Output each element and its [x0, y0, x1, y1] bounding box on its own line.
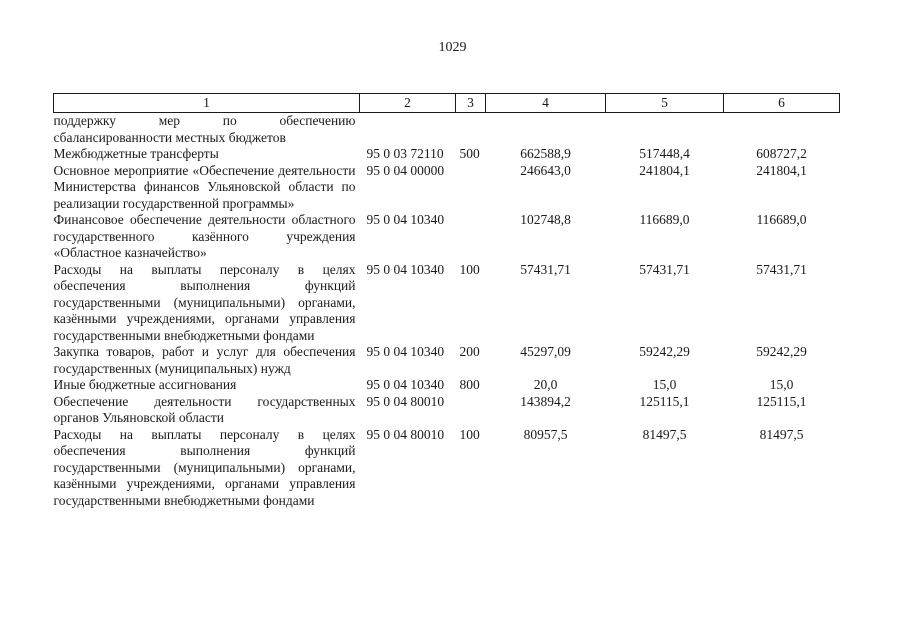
row-name: Расходы на выплаты персоналу в целях обеспечения выполнения функций государственными (муниципальными) органами, казёнными учреждениями, органами управления государственными внебюджетными фондами: [53, 261, 356, 343]
row-expense-type: 500: [459, 146, 480, 161]
row-expense-type: 200: [459, 344, 480, 359]
row-value-year-3: 241804,1: [756, 162, 807, 178]
row-code: [360, 113, 456, 147]
table-body: [54, 113, 840, 510]
row-code: 95 0 04 10340: [366, 261, 445, 277]
row-value-year-1: 662588,9: [520, 146, 571, 161]
row-expense-type: [456, 212, 486, 262]
row-value-year-3: 116689,0: [756, 212, 807, 227]
row-value-year-1: 20,0: [533, 377, 558, 392]
table-header: [54, 94, 840, 113]
row-value-year-3: 125115,1: [756, 393, 807, 409]
row-value-year-3: [724, 113, 840, 147]
row-value-year-3: 608727,2: [756, 146, 807, 161]
header-col-6: 6: [724, 94, 840, 113]
header-row: [54, 94, 840, 113]
row-expense-type: 100: [459, 426, 480, 442]
row-value-year-2: [606, 113, 724, 147]
row-value-year-1: 80957,5: [523, 426, 568, 442]
row-name: Межбюджетные трансферты: [53, 146, 219, 161]
row-name: Основное мероприятие «Обеспечение деятельности Министерства финансов Ульяновской области по реализации государственной программы»: [53, 162, 356, 211]
row-code: 95 0 04 80010: [366, 393, 445, 409]
header-col-5: 5: [606, 94, 724, 113]
row-code: 95 0 03 72110: [366, 146, 444, 161]
row-expense-type: 100: [459, 261, 480, 277]
row-expense-type: [456, 163, 486, 213]
row-name: Финансовое обеспечение деятельности областного государственного казённого учреждения «Областное казначейство»: [53, 212, 356, 260]
row-code: 95 0 04 80010: [366, 426, 445, 442]
row-value-year-2: 57431,71: [639, 261, 690, 277]
row-expense-type: [456, 113, 486, 147]
header-col-2: 2: [360, 94, 456, 113]
budget-table: [53, 93, 840, 509]
row-value-year-1: 143894,2: [520, 393, 571, 409]
page-number: 1029: [438, 40, 467, 55]
table-row: [54, 394, 840, 427]
row-value-year-3: 81497,5: [759, 426, 804, 442]
row-code: 95 0 04 00000: [366, 162, 445, 178]
row-expense-type: 800: [459, 377, 480, 392]
table-row: [54, 427, 840, 510]
row-value-year-1: 246643,0: [520, 162, 571, 178]
row-name: Расходы на выплаты персоналу в целях обеспечения выполнения функций государственными (муниципальными) органами, казёнными учреждениями, органами управления государственными внебюджетными фондами: [53, 426, 356, 508]
row-value-year-1: [486, 113, 606, 147]
header-col-3: 3: [456, 94, 486, 113]
row-code: 95 0 04 10340: [366, 212, 445, 227]
row-value-year-1: 57431,71: [520, 261, 571, 277]
row-value-year-3: 59242,29: [756, 344, 807, 359]
row-code: 95 0 04 10340: [366, 344, 445, 359]
table-row: [54, 146, 840, 163]
row-name: Закупка товаров, работ и услуг для обеспечения государственных (муниципальных) нужд: [53, 344, 356, 376]
table-row: [54, 113, 840, 147]
header-col-4: 4: [486, 94, 606, 113]
table-row: [54, 212, 840, 262]
row-expense-type: [456, 394, 486, 427]
table-row: [54, 262, 840, 345]
row-value-year-2: 241804,1: [639, 162, 690, 178]
row-value-year-3: 57431,71: [756, 261, 807, 277]
table-row: [54, 377, 840, 394]
table-row: [54, 344, 840, 377]
row-value-year-2: 116689,0: [639, 212, 690, 227]
row-code: 95 0 04 10340: [366, 377, 445, 392]
header-col-1: 1: [54, 94, 360, 113]
row-value-year-2: 81497,5: [642, 426, 687, 442]
row-value-year-2: 15,0: [652, 377, 677, 392]
row-value-year-2: 517448,4: [639, 146, 690, 161]
row-name: поддержку мер по обеспечению сбалансированности местных бюджетов: [53, 113, 356, 145]
row-value-year-1: 102748,8: [520, 212, 571, 227]
table-row: [54, 163, 840, 213]
row-value-year-3: 15,0: [769, 377, 794, 392]
row-name: Иные бюджетные ассигнования: [53, 377, 237, 392]
row-value-year-1: 45297,09: [520, 344, 571, 359]
row-name: Обеспечение деятельности государственных органов Ульяновской области: [53, 393, 356, 425]
row-value-year-2: 125115,1: [639, 393, 690, 409]
row-value-year-2: 59242,29: [639, 344, 690, 359]
